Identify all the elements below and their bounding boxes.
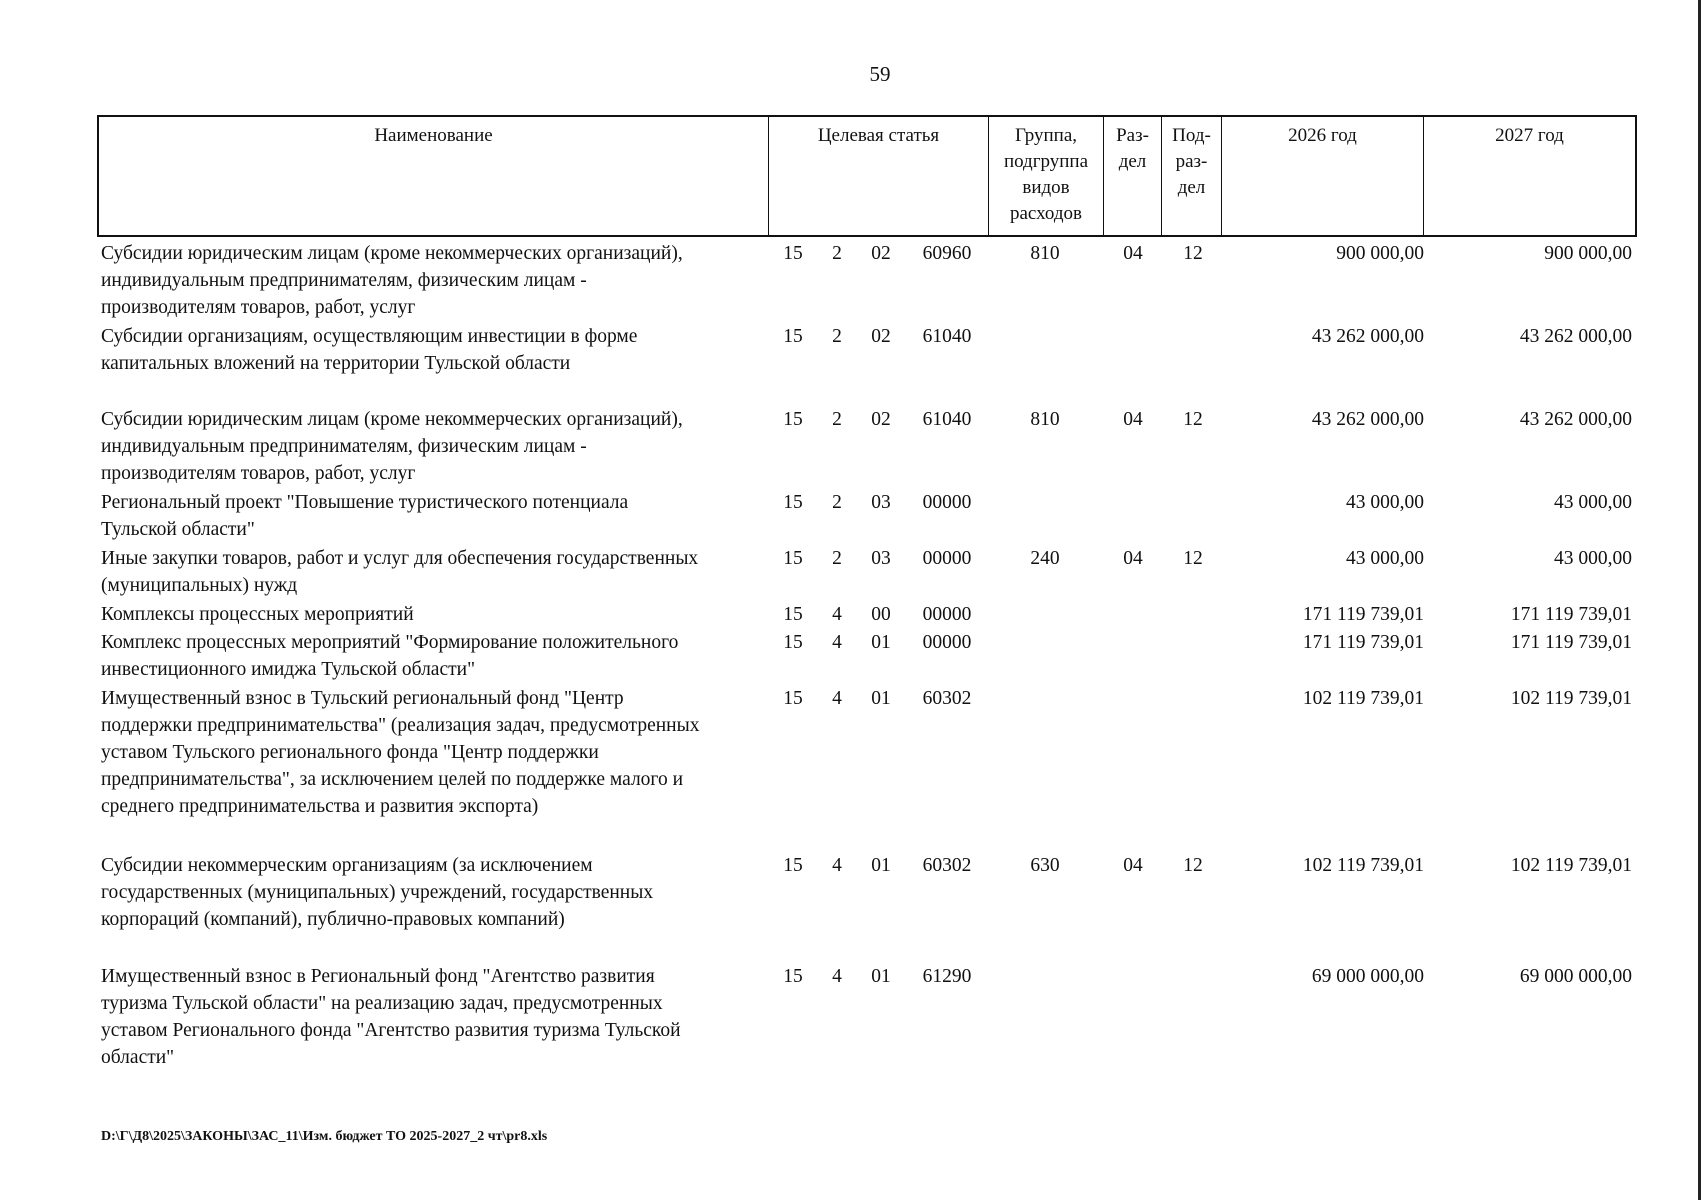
amount-2026: 43 000,00 [1346, 548, 1424, 569]
header-target-article-label: Целевая статья [817, 125, 940, 146]
row-name [101, 963, 771, 1071]
row-name-line: Тульской области" [101, 519, 255, 540]
header-group-line: расходов [1010, 203, 1082, 224]
row-name [101, 852, 771, 933]
row-name-line: Субсидии юридическим лицам (кроме некоммерческих организаций), [101, 243, 683, 264]
row-name [101, 240, 771, 321]
podrazdel: 12 [1183, 855, 1203, 876]
target-article-program: 15 [783, 604, 803, 625]
header-podrazdel-line: раз- [1175, 151, 1208, 172]
amount-2026: 69 000 000,00 [1311, 966, 1424, 987]
expense-group: 630 [1030, 855, 1060, 876]
header-year-2026 [1222, 117, 1424, 235]
target-article-direction: 61040 [922, 409, 972, 430]
header-name [99, 117, 769, 235]
podrazdel: 12 [1183, 409, 1203, 430]
target-article-structure: 00 [871, 604, 891, 625]
header-razdel-line: Раз- [1116, 125, 1149, 146]
row-name-line: Комплекс процессных мероприятий "Формирование положительного [101, 632, 679, 653]
target-article-structure: 01 [871, 855, 891, 876]
target-article-direction: 60302 [922, 855, 972, 876]
target-article-structure: 02 [871, 243, 891, 264]
row-name [101, 406, 771, 487]
target-article-type: 4 [832, 632, 842, 653]
target-article-direction: 00000 [922, 604, 972, 625]
row-name-line: области" [101, 1047, 175, 1068]
amount-2026: 171 119 739,01 [1302, 604, 1424, 625]
target-article-program: 15 [783, 855, 803, 876]
amount-2026: 43 262 000,00 [1311, 409, 1424, 430]
target-article-program: 15 [783, 243, 803, 264]
target-article-direction: 61290 [922, 966, 972, 987]
page-number: 59 [869, 62, 891, 86]
target-article-structure: 01 [871, 632, 891, 653]
header-group-line: Группа, [1014, 125, 1078, 146]
expense-group: 810 [1030, 409, 1060, 430]
row-name-line: среднего предпринимательства и развития экспорта) [101, 796, 539, 817]
header-name-label: Наименование [374, 125, 493, 146]
row-name-line: корпораций (компаний), публично-правовых компаний) [101, 909, 565, 930]
row-name [101, 545, 771, 599]
target-article-program: 15 [783, 966, 803, 987]
razdel: 04 [1123, 855, 1143, 876]
amount-2027: 171 119 739,01 [1510, 632, 1632, 653]
target-article-type: 2 [832, 548, 842, 569]
expense-group: 240 [1030, 548, 1060, 569]
header-podrazdel [1162, 117, 1222, 235]
target-article-program: 15 [783, 326, 803, 347]
file-path-footer: D:\Г\Д8\2025\ЗАКОНЫ\ЗАС_11\Изм. бюджет ТО 2025-2027_2 чт\pr8.xls [101, 1129, 548, 1144]
target-article-type: 4 [832, 855, 842, 876]
target-article-program: 15 [783, 409, 803, 430]
header-razdel-line: дел [1118, 151, 1147, 172]
header-group-line: подгруппа [1003, 151, 1089, 172]
amount-2026: 102 119 739,01 [1302, 688, 1424, 709]
row-name-line: производителям товаров, работ, услуг [101, 463, 416, 484]
row-name-line: (муниципальных) нужд [101, 575, 298, 596]
header-year-2027 [1424, 117, 1635, 235]
table-header [97, 115, 1637, 237]
target-article-structure: 02 [871, 326, 891, 347]
target-article-structure: 03 [871, 548, 891, 569]
header-group-line: видов [1022, 177, 1070, 198]
row-name-line: туризма Тульской области" на реализацию задач, предусмотренных [101, 993, 663, 1014]
row-name-line: предпринимательства", за исключением целей по поддержке малого и [101, 769, 684, 790]
header-razdel [1104, 117, 1162, 235]
target-article-direction: 60960 [922, 243, 972, 264]
row-name-line: Имущественный взнос в Региональный фонд "Агентство развития [101, 966, 655, 987]
target-article-type: 2 [832, 409, 842, 430]
row-name-line: производителям товаров, работ, услуг [101, 297, 416, 318]
target-article-type: 2 [832, 326, 842, 347]
row-name-line: индивидуальным предпринимателям, физическим лицам - [101, 436, 587, 457]
row-name-line: Субсидии некоммерческим организациям (за исключением [101, 855, 593, 876]
row-name-line: капитальных вложений на территории Тульской области [101, 353, 571, 374]
amount-2027: 171 119 739,01 [1510, 604, 1632, 625]
razdel: 04 [1123, 548, 1143, 569]
podrazdel: 12 [1183, 243, 1203, 264]
amount-2027: 102 119 739,01 [1510, 688, 1632, 709]
row-name-line: Имущественный взнос в Тульский региональный фонд "Центр [101, 688, 624, 709]
row-name [101, 489, 771, 543]
row-name [101, 629, 771, 683]
header-group [989, 117, 1104, 235]
row-name-line: Субсидии организациям, осуществляющим инвестиции в форме [101, 326, 638, 347]
row-name-line: уставом Регионального фонда "Агентство развития туризма Тульской [101, 1020, 681, 1041]
row-name [101, 601, 771, 628]
target-article-structure: 03 [871, 492, 891, 513]
row-name-line: индивидуальным предпринимателям, физическим лицам - [101, 270, 587, 291]
row-name-line: Субсидии юридическим лицам (кроме некоммерческих организаций), [101, 409, 683, 430]
target-article-structure: 01 [871, 966, 891, 987]
row-name [101, 323, 771, 377]
row-name-line: Иные закупки товаров, работ и услуг для обеспечения государственных [101, 548, 699, 569]
row-name-line: Региональный проект "Повышение туристического потенциала [101, 492, 629, 513]
target-article-program: 15 [783, 548, 803, 569]
target-article-structure: 02 [871, 409, 891, 430]
razdel: 04 [1123, 243, 1143, 264]
row-name-line: государственных (муниципальных) учреждений, государственных [101, 882, 654, 903]
row-name-line: уставом Тульского регионального фонда "Центр поддержки [101, 742, 599, 763]
target-article-program: 15 [783, 632, 803, 653]
amount-2027: 43 000,00 [1554, 492, 1632, 513]
target-article-direction: 00000 [922, 632, 972, 653]
amount-2026: 102 119 739,01 [1302, 855, 1424, 876]
amount-2027: 900 000,00 [1544, 243, 1632, 264]
amount-2026: 43 262 000,00 [1311, 326, 1424, 347]
target-article-direction: 00000 [922, 492, 972, 513]
amount-2027: 43 000,00 [1554, 548, 1632, 569]
amount-2027: 43 262 000,00 [1519, 409, 1632, 430]
row-name [101, 685, 771, 820]
row-name-line: Комплексы процессных мероприятий [101, 604, 414, 625]
target-article-program: 15 [783, 492, 803, 513]
amount-2027: 43 262 000,00 [1519, 326, 1632, 347]
header-podrazdel-line: дел [1177, 177, 1206, 198]
target-article-type: 4 [832, 604, 842, 625]
target-article-type: 4 [832, 688, 842, 709]
row-name-line: инвестиционного имиджа Тульской области" [101, 659, 476, 680]
amount-2026: 900 000,00 [1336, 243, 1424, 264]
razdel: 04 [1123, 409, 1143, 430]
target-article-program: 15 [783, 688, 803, 709]
podrazdel: 12 [1183, 548, 1203, 569]
amount-2027: 102 119 739,01 [1510, 855, 1632, 876]
header-podrazdel-line: Под- [1172, 125, 1211, 146]
header-year-2026-label: 2026 год [1288, 125, 1357, 146]
target-article-structure: 01 [871, 688, 891, 709]
amount-2026: 171 119 739,01 [1302, 632, 1424, 653]
amount-2027: 69 000 000,00 [1519, 966, 1632, 987]
target-article-type: 2 [832, 492, 842, 513]
header-target-article [769, 117, 989, 235]
target-article-type: 2 [832, 243, 842, 264]
target-article-type: 4 [832, 966, 842, 987]
target-article-direction: 00000 [922, 548, 972, 569]
amount-2026: 43 000,00 [1346, 492, 1424, 513]
target-article-direction: 60302 [922, 688, 972, 709]
expense-group: 810 [1030, 243, 1060, 264]
header-year-2027-label: 2027 год [1495, 125, 1564, 146]
target-article-direction: 61040 [922, 326, 972, 347]
row-name-line: поддержки предпринимательства" (реализация задач, предусмотренных [101, 715, 700, 736]
